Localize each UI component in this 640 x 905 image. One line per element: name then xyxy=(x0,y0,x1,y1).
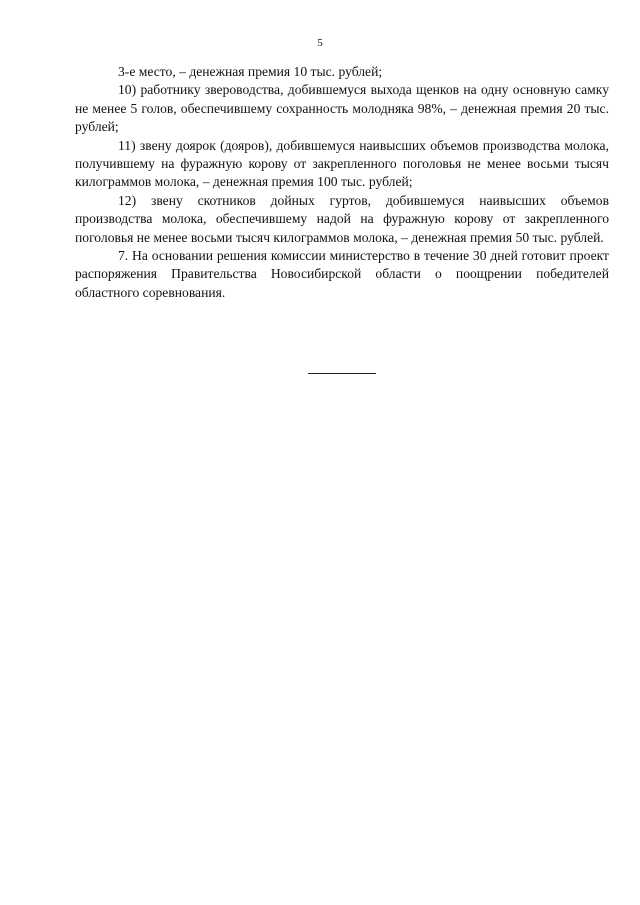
paragraph-item-12-cattlemen: 12) звену скотников дойных гуртов, добившемуся наивысших объемов производства молока, обеспечившему надой на фуражную корову от закрепленного поголовья не менее восьми тысяч килограммов молока, – денежная премия 50 тыс. рублей. xyxy=(75,192,609,245)
page-number: 5 xyxy=(317,37,323,49)
paragraph-section-7: 7. На основании решения комиссии министерство в течение 30 дней готовит проект распоряжения Правительства Новосибирской области о поощрении победителей областного соревнования. xyxy=(75,248,609,300)
paragraph-item-10-fur-farming: 10) работнику звероводства, добившемуся выхода щенков на одну основную самку не менее 5 голов, обеспечившему сохранность молодняка 98%, – денежная премия 20 тыс. рублей; xyxy=(75,82,609,135)
closing-separator-line xyxy=(308,373,376,374)
paragraph-prize-third-place: 3-е место, – денежная премия 10 тыс. рублей; xyxy=(118,64,383,79)
document-body xyxy=(75,63,609,302)
paragraph-item-11-milkmaids: 11) звену доярок (дояров), добившемуся наивысших объемов производства молока, получившему на фуражную корову от закрепленного поголовья не менее восьми тысяч килограммов молока, – денежная премия 100 тыс. рублей; xyxy=(75,137,609,190)
